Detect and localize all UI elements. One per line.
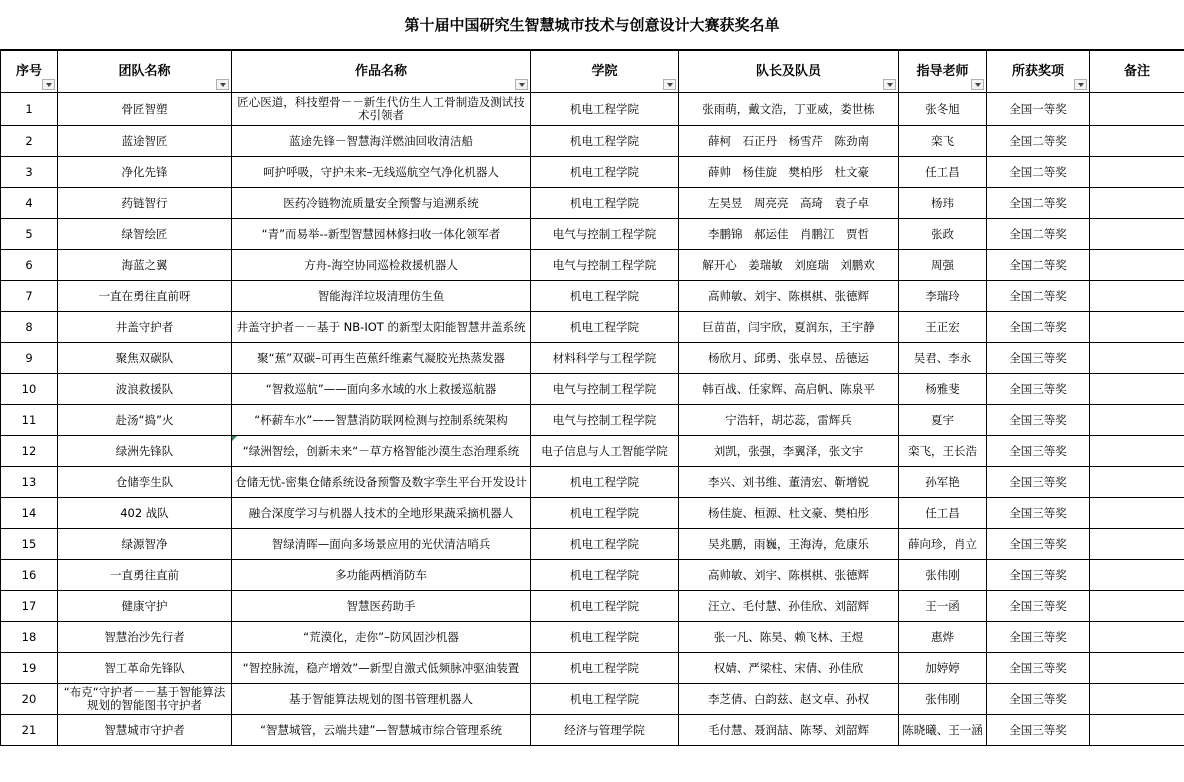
table-body (1, 93, 1184, 746)
cell-award: 全国三等奖 (987, 591, 1090, 622)
cell-remark (1090, 622, 1184, 653)
cell-work: 融合深度学习与机器人技术的全地形果蔬采摘机器人 (232, 498, 531, 529)
cell-award: 全国三等奖 (987, 498, 1090, 529)
cell-advisor: 张伟刚 (899, 684, 987, 715)
cell-advisor: 王一函 (899, 591, 987, 622)
cell-remark (1090, 374, 1184, 405)
table-row (1, 715, 1184, 746)
cell-award: 全国二等奖 (987, 126, 1090, 157)
cell-work: “智救巡航”——面向多水域的水上救援巡航器 (232, 374, 531, 405)
filter-dropdown-icon[interactable] (971, 79, 984, 90)
col-header-index (1, 51, 58, 93)
cell-remark (1090, 219, 1184, 250)
cell-team: 骨匠智塑 (58, 93, 232, 126)
cell-advisor: 栾飞，王长浩 (899, 436, 987, 467)
cell-remark (1090, 591, 1184, 622)
header-row (1, 51, 1184, 93)
cell-members: 高帅敏、刘宇、陈棋棋、张德辉 (679, 560, 899, 591)
cell-index: 17 (1, 591, 58, 622)
table-row (1, 405, 1184, 436)
cell-team: 波浪救援队 (58, 374, 232, 405)
cell-work: 呵护呼吸，守护未来–无线巡航空气净化机器人 (232, 157, 531, 188)
header-label: 序号 (15, 64, 42, 79)
cell-advisor: 惠烨 (899, 622, 987, 653)
cell-team: 健康守护 (58, 591, 232, 622)
cell-team: 绿洲先锋队 (58, 436, 232, 467)
cell-advisor: 任工昌 (899, 157, 987, 188)
cell-award: 全国三等奖 (987, 343, 1090, 374)
cell-advisor: 杨雅斐 (899, 374, 987, 405)
cell-index: 6 (1, 250, 58, 281)
filter-dropdown-icon[interactable] (216, 79, 229, 90)
cell-remark (1090, 250, 1184, 281)
cell-members: 权婧、严梁柱、宋倩、孙佳欣 (679, 653, 899, 684)
cell-award: 全国二等奖 (987, 219, 1090, 250)
cell-award: 全国一等奖 (987, 93, 1090, 126)
header-label: 所获奖项 (1011, 64, 1064, 79)
cell-members: 张一凡、陈昊、赖飞林、王煜 (679, 622, 899, 653)
table-row (1, 343, 1184, 374)
table-row (1, 374, 1184, 405)
cell-index: 11 (1, 405, 58, 436)
cell-college: 经济与管理学院 (531, 715, 679, 746)
cell-team: 402 战队 (58, 498, 232, 529)
cell-work: 多功能两栖消防车 (232, 560, 531, 591)
cell-index: 19 (1, 653, 58, 684)
cell-college: 电子信息与人工智能学院 (531, 436, 679, 467)
cell-remark (1090, 188, 1184, 219)
cell-work: “青”而易举--新型智慧园林修扫收一体化领军者 (232, 219, 531, 250)
cell-index: 4 (1, 188, 58, 219)
cell-team: 赴汤“捣”火 (58, 405, 232, 436)
cell-index: 5 (1, 219, 58, 250)
cell-members: 吴兆鹏，雨巍，王海涛，危康乐 (679, 529, 899, 560)
col-header-work (232, 51, 531, 93)
cell-index: 13 (1, 467, 58, 498)
cell-college: 机电工程学院 (531, 188, 679, 219)
cell-award: 全国三等奖 (987, 436, 1090, 467)
cell-index: 20 (1, 684, 58, 715)
cell-members: 李芝倩、白韵兹、赵文卓、孙权 (679, 684, 899, 715)
table-row (1, 529, 1184, 560)
cell-remark (1090, 343, 1184, 374)
col-header-award (987, 51, 1090, 93)
cell-work: “杯薪车水”——智慧消防联网检测与控制系统架构 (232, 405, 531, 436)
cell-remark (1090, 467, 1184, 498)
filter-dropdown-icon[interactable] (883, 79, 896, 90)
cell-advisor: 孙军艳 (899, 467, 987, 498)
cell-index: 18 (1, 622, 58, 653)
table-row (1, 93, 1184, 126)
cell-members: 解开心 姜瑞敏 刘庭瑞 刘鹏欢 (679, 250, 899, 281)
cell-work: 基于智能算法规划的图书管理机器人 (232, 684, 531, 715)
filter-dropdown-icon[interactable] (515, 79, 528, 90)
cell-index: 21 (1, 715, 58, 746)
cell-members: 杨欣月、邱勇、张卓昱、岳德运 (679, 343, 899, 374)
cell-members: 左昊昱 周亮亮 高琦 袁子卓 (679, 188, 899, 219)
cell-advisor: 夏宇 (899, 405, 987, 436)
cell-members: 韩百战、任家辉、高启帆、陈泉平 (679, 374, 899, 405)
cell-members: 高帅敏、刘宇、陈棋棋、张德辉 (679, 281, 899, 312)
cell-advisor: 张伟刚 (899, 560, 987, 591)
cell-index: 12 (1, 436, 58, 467)
cell-team: 智慧城市守护者 (58, 715, 232, 746)
cell-work: 蓝途先锋－智慧海洋燃油回收清洁船 (232, 126, 531, 157)
table-row (1, 591, 1184, 622)
cell-index: 1 (1, 93, 58, 126)
table-row (1, 653, 1184, 684)
filter-dropdown-icon[interactable] (1074, 79, 1087, 90)
cell-team: 一直勇往直前 (58, 560, 232, 591)
cell-college: 电气与控制工程学院 (531, 219, 679, 250)
cell-college: 机电工程学院 (531, 622, 679, 653)
header-label: 备注 (1123, 64, 1150, 79)
cell-team: 智慧治沙先行者 (58, 622, 232, 653)
cell-work: 医药冷链物流质量安全预警与追溯系统 (232, 188, 531, 219)
cell-index: 14 (1, 498, 58, 529)
table-row (1, 622, 1184, 653)
cell-index: 15 (1, 529, 58, 560)
cell-award: 全国三等奖 (987, 560, 1090, 591)
cell-team: 井盖守护者 (58, 312, 232, 343)
cell-work: “绿洲智绘，创新未来“－草方格智能沙漠生态治理系统 (232, 436, 531, 467)
cell-award: 全国三等奖 (987, 374, 1090, 405)
table-row (1, 188, 1184, 219)
col-header-members (679, 51, 899, 93)
cell-college: 机电工程学院 (531, 281, 679, 312)
cell-award: 全国二等奖 (987, 281, 1090, 312)
cell-remark (1090, 653, 1184, 684)
cell-advisor: 王正宏 (899, 312, 987, 343)
table-row (1, 219, 1184, 250)
cell-advisor: 杨玮 (899, 188, 987, 219)
cell-college: 机电工程学院 (531, 93, 679, 126)
table-row (1, 498, 1184, 529)
cell-members: 李兴、刘书维、董清宏、靳增锐 (679, 467, 899, 498)
col-header-team (58, 51, 232, 93)
cell-team: “布克“守护者－－基于智能算法规划的智能图书守护者 (58, 684, 232, 715)
cell-award: 全国三等奖 (987, 622, 1090, 653)
header-label: 指导老师 (916, 64, 969, 79)
cell-team: 绿源智净 (58, 529, 232, 560)
cell-team: 蓝途智匠 (58, 126, 232, 157)
cell-advisor: 吴君、李永 (899, 343, 987, 374)
cell-members: 薛柯 石正丹 杨雪芹 陈劲南 (679, 126, 899, 157)
cell-work: 智绿清晖—面向多场景应用的光伏清洁哨兵 (232, 529, 531, 560)
cell-members: 薛帅 杨佳旋 樊柏彤 杜文豪 (679, 157, 899, 188)
cell-college: 材料科学与工程学院 (531, 343, 679, 374)
header-label: 队长及队员 (755, 64, 821, 79)
col-header-college (531, 51, 679, 93)
cell-remark (1090, 281, 1184, 312)
cell-award: 全国三等奖 (987, 529, 1090, 560)
cell-advisor: 周强 (899, 250, 987, 281)
cell-index: 9 (1, 343, 58, 374)
cell-work: “智慧城管，云端共建”—智慧城市综合管理系统 (232, 715, 531, 746)
cell-advisor: 陈晓曦、王一涵 (899, 715, 987, 746)
cell-index: 2 (1, 126, 58, 157)
table-row (1, 126, 1184, 157)
cell-members: 宁浩轩，胡芯蕊，雷辉兵 (679, 405, 899, 436)
cell-college: 机电工程学院 (531, 312, 679, 343)
cell-team: 药链智行 (58, 188, 232, 219)
cell-index: 7 (1, 281, 58, 312)
table-row (1, 312, 1184, 343)
cell-index: 10 (1, 374, 58, 405)
cell-college: 电气与控制工程学院 (531, 250, 679, 281)
cell-index: 8 (1, 312, 58, 343)
table-row (1, 281, 1184, 312)
cell-award: 全国二等奖 (987, 250, 1090, 281)
cell-members: 李鹏锦 郝运佳 肖鹏江 贾哲 (679, 219, 899, 250)
header-label: 学院 (591, 64, 618, 79)
table-row (1, 684, 1184, 715)
cell-award: 全国三等奖 (987, 653, 1090, 684)
cell-remark (1090, 157, 1184, 188)
cell-members: 汪立、毛付慧、孙佳欣、刘韶辉 (679, 591, 899, 622)
cell-advisor: 李瑞玲 (899, 281, 987, 312)
cell-college: 机电工程学院 (531, 529, 679, 560)
cell-advisor: 张冬旭 (899, 93, 987, 126)
cell-college: 机电工程学院 (531, 560, 679, 591)
table-row (1, 250, 1184, 281)
cell-college: 机电工程学院 (531, 591, 679, 622)
cell-remark (1090, 560, 1184, 591)
cell-team: 聚焦双碳队 (58, 343, 232, 374)
cell-college: 机电工程学院 (531, 653, 679, 684)
cell-award: 全国三等奖 (987, 715, 1090, 746)
cell-index: 16 (1, 560, 58, 591)
award-table (0, 50, 1184, 746)
cell-award: 全国二等奖 (987, 157, 1090, 188)
cell-work: 方舟-海空协同巡检救援机器人 (232, 250, 531, 281)
cell-college: 机电工程学院 (531, 498, 679, 529)
cell-work: 智慧医药助手 (232, 591, 531, 622)
cell-team: 智工革命先锋队 (58, 653, 232, 684)
cell-award: 全国二等奖 (987, 188, 1090, 219)
cell-work: “荒漠化，走你”–防风固沙机器 (232, 622, 531, 653)
cell-advisor: 加婷婷 (899, 653, 987, 684)
cell-advisor: 薛向珍，肖立 (899, 529, 987, 560)
cell-team: 海蓝之翼 (58, 250, 232, 281)
cell-work: 智能海洋垃圾清理仿生鱼 (232, 281, 531, 312)
table-row (1, 467, 1184, 498)
header-label: 团队名称 (118, 64, 171, 79)
cell-college: 机电工程学院 (531, 126, 679, 157)
cell-college: 电气与控制工程学院 (531, 405, 679, 436)
cell-members: 刘凯，张强，李翼泽，张文宇 (679, 436, 899, 467)
cell-advisor: 张政 (899, 219, 987, 250)
cell-remark (1090, 684, 1184, 715)
cell-team: 绿智绘匠 (58, 219, 232, 250)
cell-award: 全国三等奖 (987, 684, 1090, 715)
cell-team: 净化先锋 (58, 157, 232, 188)
filter-dropdown-icon[interactable] (663, 79, 676, 90)
cell-college: 机电工程学院 (531, 467, 679, 498)
cell-members: 毛付慧、聂润喆、陈琴、刘韶辉 (679, 715, 899, 746)
table-row (1, 436, 1184, 467)
table-row (1, 560, 1184, 591)
cell-team: 仓储孪生队 (58, 467, 232, 498)
cell-index: 3 (1, 157, 58, 188)
cell-work: “智控脉流，稳产增效”—新型自激式低频脉冲驱油装置 (232, 653, 531, 684)
cell-remark (1090, 126, 1184, 157)
cell-members: 张雨萌，戴文浩，丁亚威，娄世栋 (679, 93, 899, 126)
cell-college: 电气与控制工程学院 (531, 374, 679, 405)
cell-remark (1090, 498, 1184, 529)
cell-work: 井盖守护者－－基于 NB-IOT 的新型太阳能智慧井盖系统 (232, 312, 531, 343)
cell-remark (1090, 529, 1184, 560)
cell-remark (1090, 715, 1184, 746)
cell-remark (1090, 436, 1184, 467)
cell-remark (1090, 312, 1184, 343)
cell-advisor: 任工昌 (899, 498, 987, 529)
cell-award: 全国三等奖 (987, 467, 1090, 498)
cell-team: 一直在勇往直前呀 (58, 281, 232, 312)
cell-award: 全国三等奖 (987, 405, 1090, 436)
cell-work: 匠心医道，科技塑骨－－新生代仿生人工骨制造及测试技术引领者 (232, 93, 531, 126)
cell-college: 机电工程学院 (531, 157, 679, 188)
col-header-remark (1090, 51, 1184, 93)
cell-remark (1090, 405, 1184, 436)
cell-members: 巨苗苗，闫宇欣，夏润东，王宇静 (679, 312, 899, 343)
cell-work: 聚“蕉”双碳–可再生芭蕉纤维素气凝胶光热蒸发器 (232, 343, 531, 374)
cell-work: 仓储无忧-密集仓储系统设备预警及数字孪生平台开发设计 (232, 467, 531, 498)
cell-remark (1090, 93, 1184, 126)
col-header-advisor (899, 51, 987, 93)
cell-members: 杨佳旋、桓源、杜文豪、樊柏彤 (679, 498, 899, 529)
page-title: 第十届中国研究生智慧城市技术与创意设计大赛获奖名单 (0, 0, 1184, 50)
filter-dropdown-icon[interactable] (42, 79, 55, 90)
header-label: 作品名称 (354, 64, 407, 79)
cell-advisor: 栾飞 (899, 126, 987, 157)
table-row (1, 157, 1184, 188)
cell-award: 全国二等奖 (987, 312, 1090, 343)
cell-college: 机电工程学院 (531, 684, 679, 715)
